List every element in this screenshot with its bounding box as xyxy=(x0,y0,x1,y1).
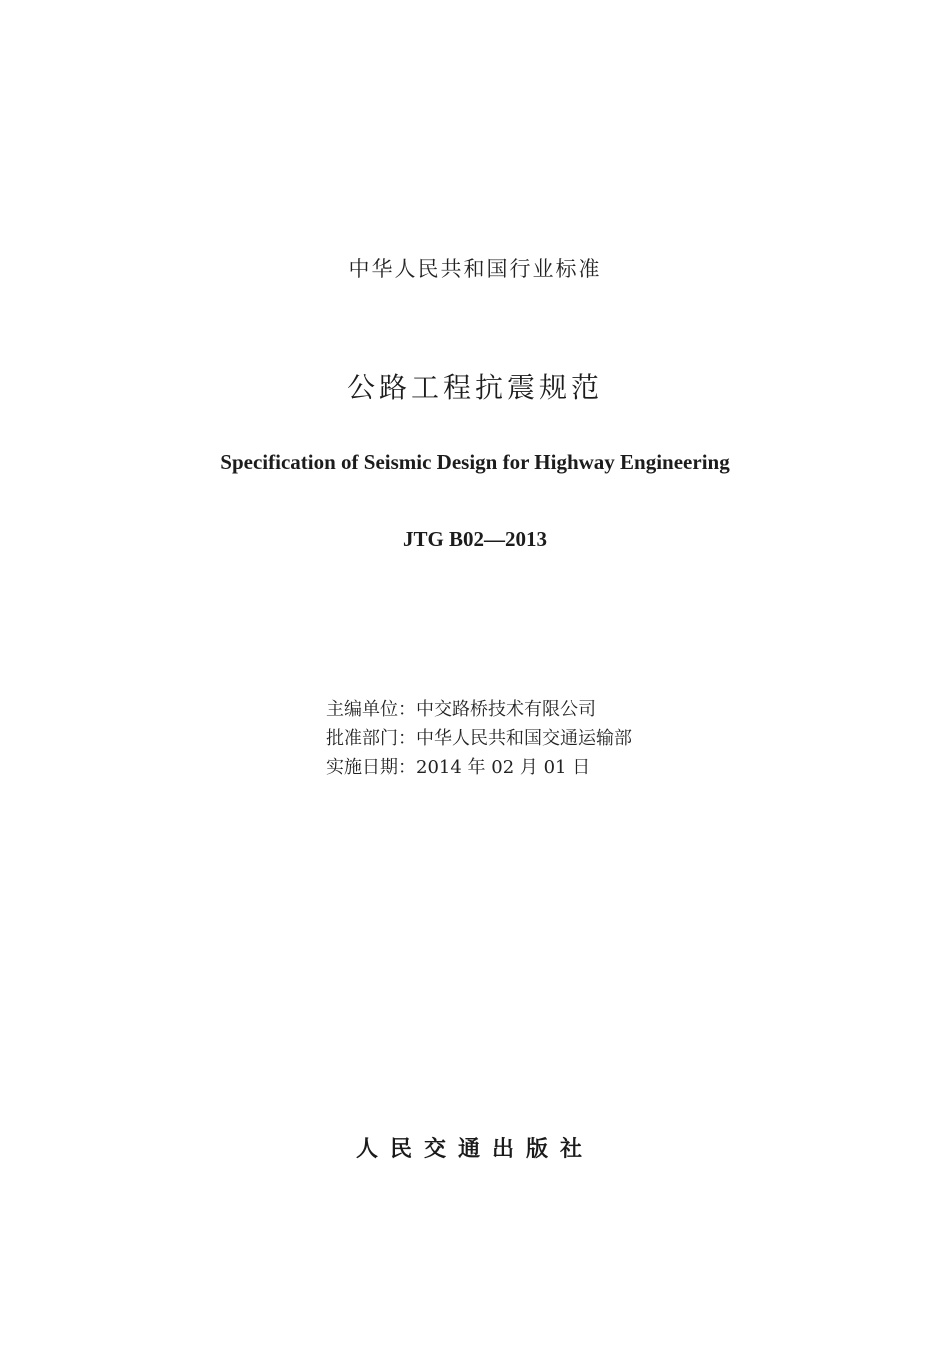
approver-label: 批准部门： xyxy=(326,728,416,749)
english-title: Specification of Seismic Design for Highway Engineering xyxy=(220,450,730,474)
chinese-title: 公路工程抗震规范 xyxy=(346,371,603,404)
date-row xyxy=(326,753,632,782)
series-title: 中华人民共和国行业标准 xyxy=(348,257,602,281)
standard-code: JTG B02—2013 xyxy=(402,527,548,551)
date-value: 2014 年 02 月 01 日 xyxy=(416,757,591,778)
publication-info xyxy=(326,695,632,782)
approver-value: 中华人民共和国交通运输部 xyxy=(416,728,632,749)
approver-row xyxy=(326,724,632,753)
publisher-name: 人民交通出版社 xyxy=(355,1136,594,1162)
date-label: 实施日期： xyxy=(326,757,416,778)
editor-row xyxy=(326,695,632,724)
editor-label: 主编单位： xyxy=(326,699,416,720)
editor-value: 中交路桥技术有限公司 xyxy=(416,699,596,720)
